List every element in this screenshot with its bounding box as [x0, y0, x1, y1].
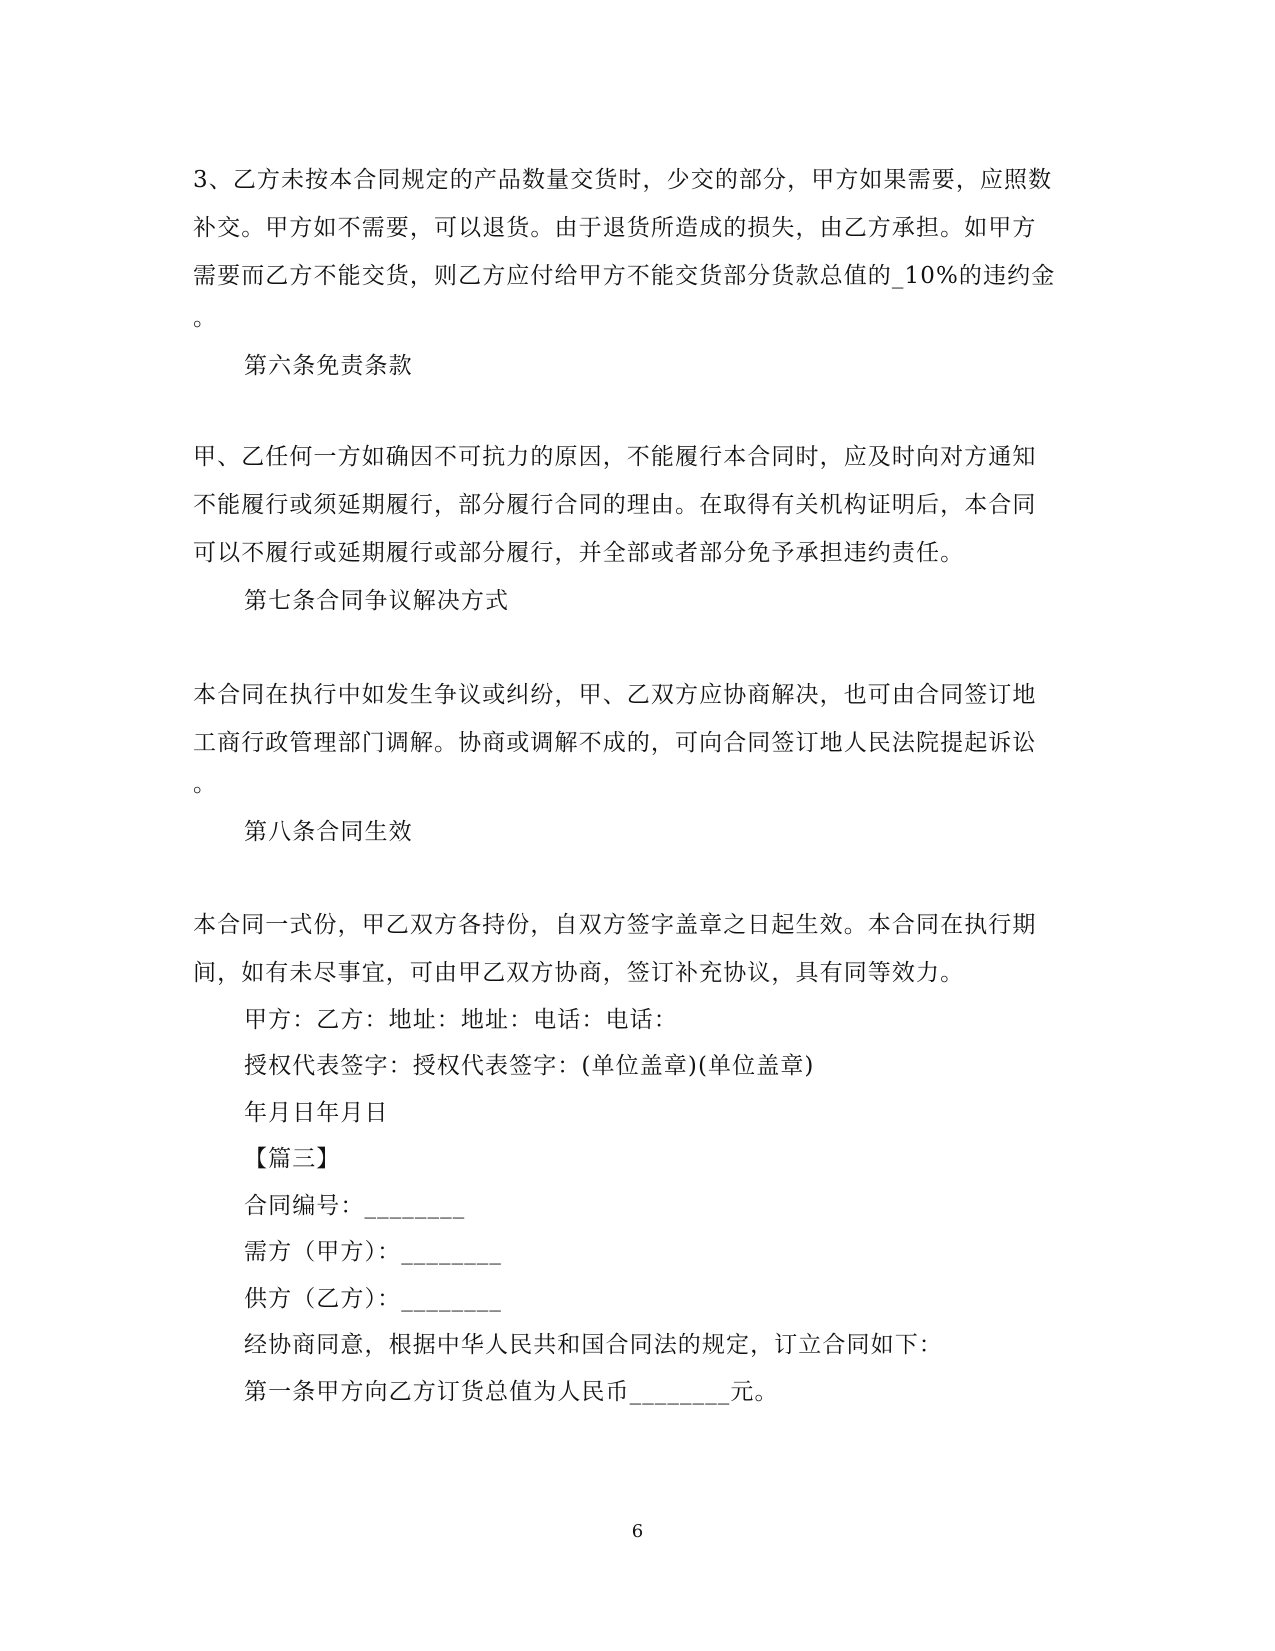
clause-3-line-3: 需要而乙方不能交货，则乙方应付给甲方不能交货部分货款总值的_10%的违约金	[193, 263, 1056, 289]
article-7-line-3: 。	[193, 771, 218, 797]
article-6-line-1: 甲、乙任何一方如确因不可抗力的原因，不能履行本合同时，应及时向对方通知	[193, 444, 1037, 470]
article-8-line-1: 本合同一式份，甲乙双方各持份，自双方签字盖章之日起生效。本合同在执行期	[193, 912, 1037, 938]
article-6-line-3: 可以不履行或延期履行或部分履行，并全部或者部分免予承担违约责任。	[193, 540, 965, 566]
clause-3-line-1: 3、乙方未按本合同规定的产品数量交货时，少交的部分，甲方如果需要，应照数	[193, 167, 1053, 193]
signature-line: 授权代表签字：授权代表签字：(单位盖章)(单位盖章)	[244, 1053, 815, 1079]
article-7-line-2: 工商行政管理部门调解。协商或调解不成的，可向合同签订地人民法院提起诉讼	[193, 730, 1037, 756]
clause-3-line-4: 。	[193, 305, 218, 331]
section-heading-part-3: 【篇三】	[244, 1146, 341, 1172]
party-info-line: 甲方：乙方：地址：地址：电话：电话：	[244, 1007, 678, 1033]
article-8-line-2: 间，如有未尽事宜，可由甲乙双方协商，签订补充协议，具有同等效力。	[193, 960, 965, 986]
article-6-line-2: 不能履行或须延期履行，部分履行合同的理由。在取得有关机构证明后，本合同	[193, 492, 1037, 518]
article-8-heading: 第八条合同生效	[244, 819, 413, 845]
page-number: 6	[631, 1521, 644, 1542]
clause-3-line-2: 补交。甲方如不需要，可以退货。由于退货所造成的损失，由乙方承担。如甲方	[193, 215, 1037, 241]
article-7-heading: 第七条合同争议解决方式	[244, 588, 510, 614]
article-7-line-1: 本合同在执行中如发生争议或纠纷，甲、乙双方应协商解决，也可由合同签订地	[193, 682, 1037, 708]
agreement-intro-line: 经协商同意，根据中华人民共和国合同法的规定，订立合同如下：	[244, 1332, 943, 1358]
contract-number-line: 合同编号：________	[244, 1193, 466, 1219]
date-line: 年月日年月日	[244, 1100, 389, 1126]
buyer-line: 需方（甲方）：________	[244, 1239, 502, 1265]
article-6-heading: 第六条免责条款	[244, 353, 413, 379]
article-1-line: 第一条甲方向乙方订货总值为人民币________元。	[244, 1379, 779, 1405]
supplier-line: 供方（乙方）：________	[244, 1286, 502, 1312]
